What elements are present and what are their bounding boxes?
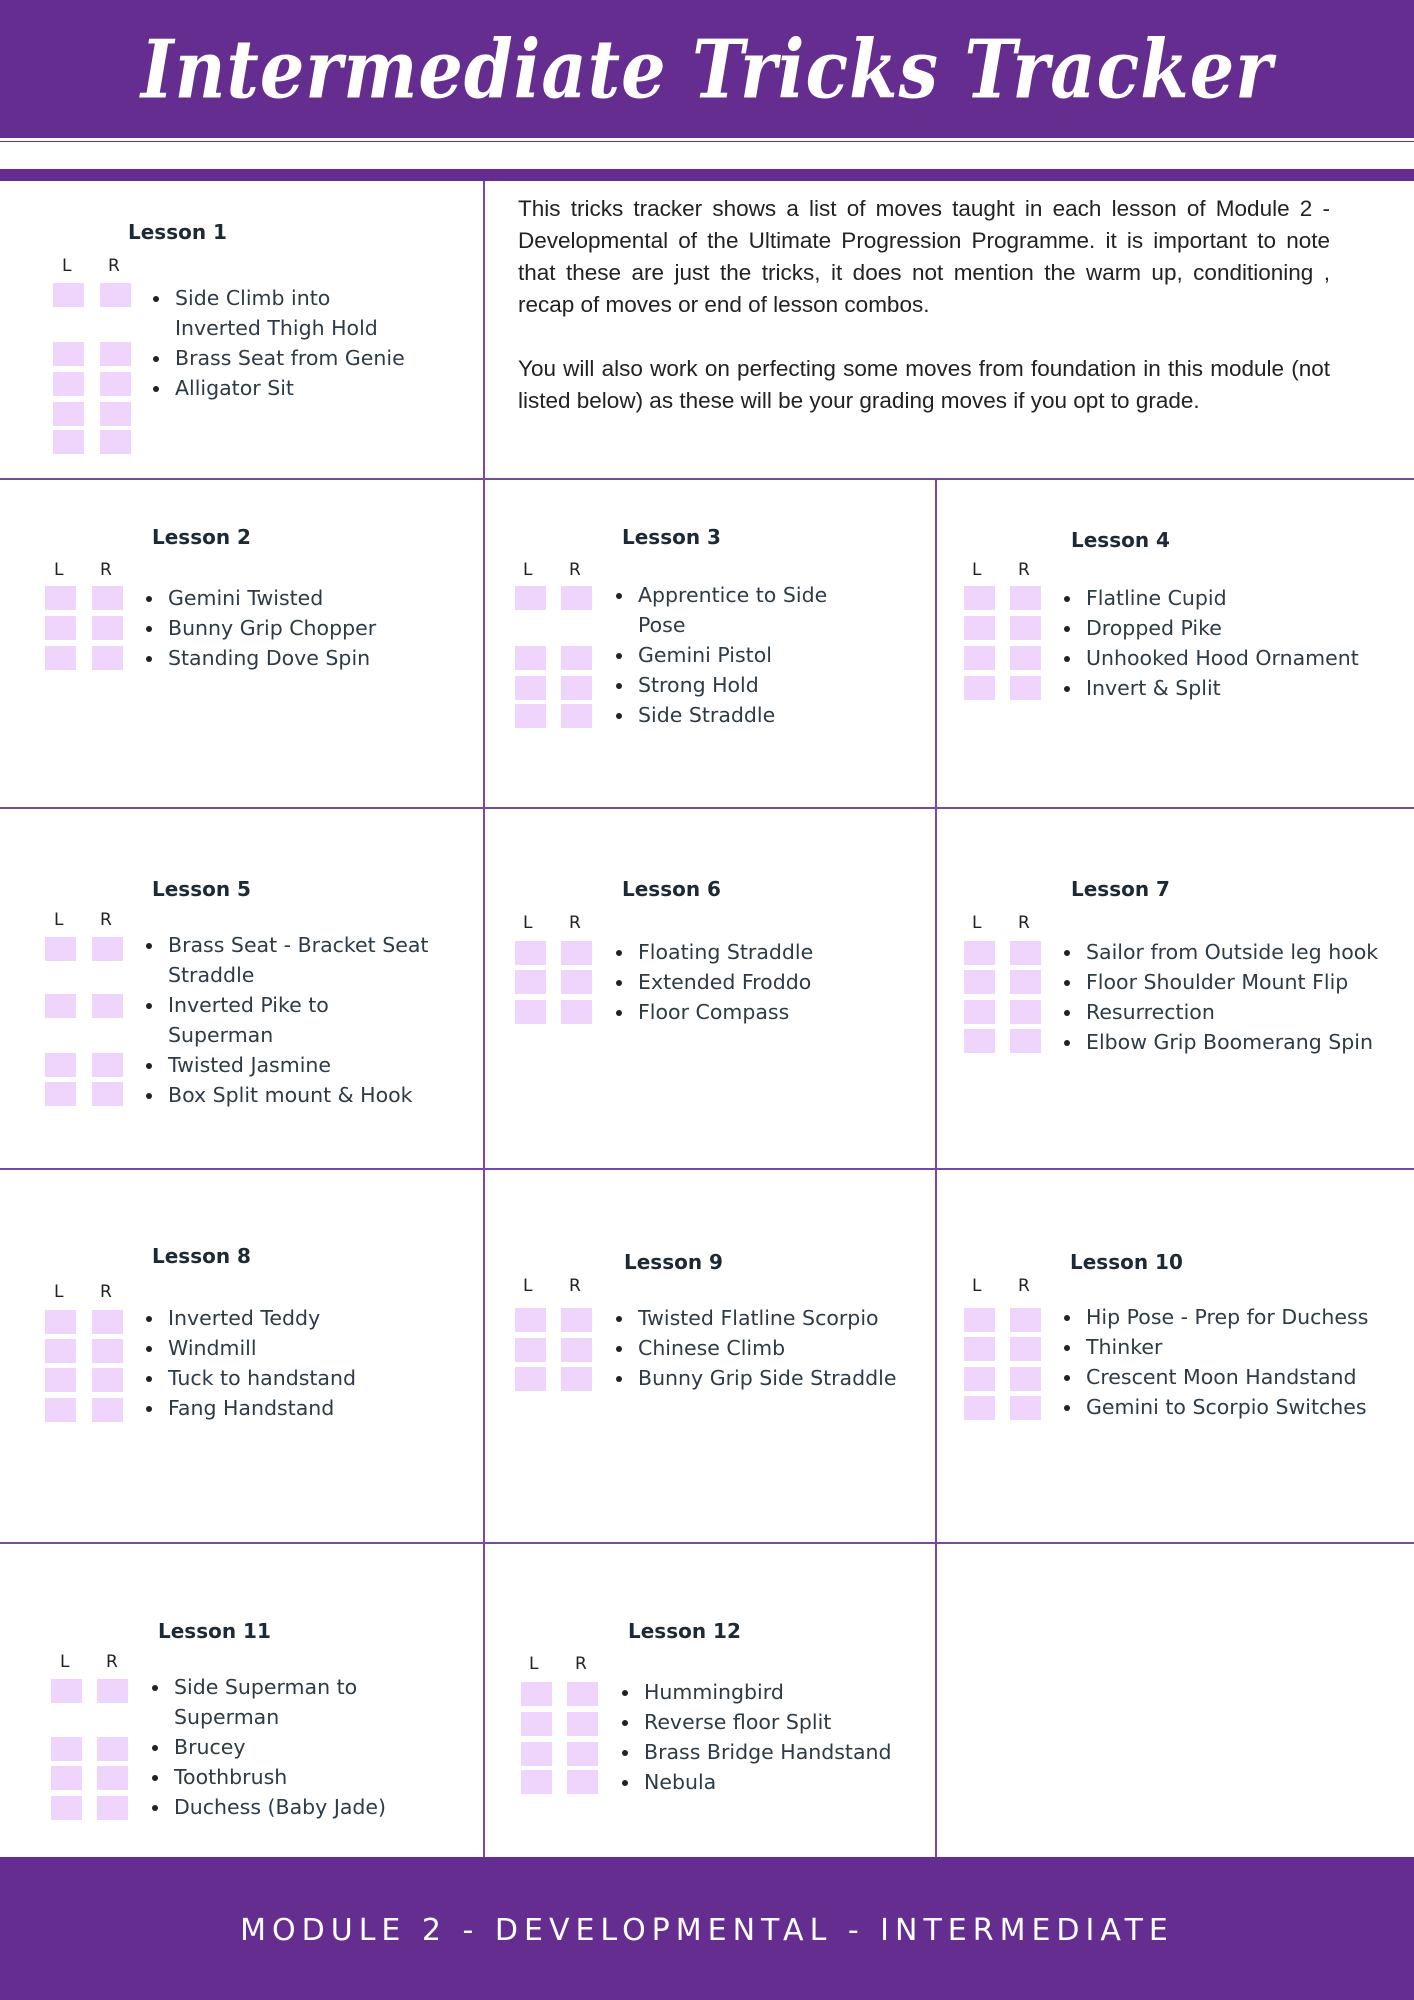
left-column-label: L [54,910,64,930]
right-checkbox[interactable] [92,1053,123,1077]
page-title: Intermediate Tricks Tracker [140,21,1274,118]
move-item: Brass Seat from Genie [147,343,417,373]
move-item: Duchess (Baby Jade) [146,1792,416,1822]
move-item: Brass Seat - Bracket Seat Straddle [140,930,440,990]
right-checkbox[interactable] [97,1796,128,1820]
left-checkbox[interactable] [45,1368,76,1392]
right-checkbox[interactable] [92,994,123,1018]
lesson-title: Lesson 9 [624,1250,723,1274]
lesson-title: Lesson 6 [622,877,721,901]
left-checkbox[interactable] [515,1308,546,1332]
move-item: Tuck to handstand [140,1363,440,1393]
right-checkbox[interactable] [561,970,592,994]
right-checkbox[interactable] [100,402,131,426]
left-checkbox[interactable] [51,1679,82,1703]
right-checkbox[interactable] [561,676,592,700]
left-checkbox[interactable] [515,704,546,728]
moves-list [610,580,830,730]
right-column-label: R [569,913,581,933]
left-checkbox[interactable] [45,1310,76,1334]
right-checkbox[interactable] [92,1310,123,1334]
lesson-title: Lesson 7 [1071,877,1170,901]
move-item: Side Climb into Inverted Thigh Hold [147,283,417,343]
left-checkbox[interactable] [964,1367,995,1391]
right-checkbox[interactable] [1010,1396,1041,1420]
intro-text [518,193,1330,417]
right-checkbox[interactable] [100,283,131,307]
right-column-label: R [1018,913,1030,933]
right-checkbox[interactable] [567,1682,598,1706]
left-column-label: L [54,1282,64,1302]
left-column-label: L [972,913,982,933]
moves-list [1058,1302,1408,1422]
move-item: Hip Pose - Prep for Duchess [1058,1302,1408,1332]
left-column-label: L [62,256,72,276]
right-checkbox[interactable] [561,646,592,670]
moves-list [146,1672,416,1822]
right-checkbox[interactable] [97,1679,128,1703]
left-column-label: L [523,1276,533,1296]
left-checkbox[interactable] [45,646,76,670]
left-checkbox[interactable] [964,616,995,640]
right-checkbox[interactable] [561,1000,592,1024]
left-checkbox[interactable] [515,941,546,965]
moves-list [140,1303,440,1423]
move-item: Bunny Grip Chopper [140,613,440,643]
left-checkbox[interactable] [964,646,995,670]
lesson-title: Lesson 2 [152,525,251,549]
left-column-label: L [54,560,64,580]
right-checkbox[interactable] [92,1082,123,1106]
left-checkbox[interactable] [964,1029,995,1053]
right-checkbox[interactable] [97,1737,128,1761]
move-item: Windmill [140,1333,440,1363]
right-column-label: R [100,1282,112,1302]
move-item: Fang Handstand [140,1393,440,1423]
left-checkbox[interactable] [45,616,76,640]
left-checkbox[interactable] [53,430,84,454]
left-checkbox[interactable] [45,994,76,1018]
right-checkbox[interactable] [100,372,131,396]
left-checkbox[interactable] [515,1338,546,1362]
moves-list [1058,583,1378,703]
right-checkbox[interactable] [1010,1308,1041,1332]
move-item: Twisted Jasmine [140,1050,440,1080]
right-checkbox[interactable] [92,586,123,610]
moves-list [616,1677,916,1797]
left-checkbox[interactable] [53,283,84,307]
right-checkbox[interactable] [92,616,123,640]
left-checkbox[interactable] [45,937,76,961]
left-checkbox[interactable] [964,586,995,610]
move-item: Brass Bridge Handstand [616,1737,916,1767]
header [0,0,1414,153]
lesson-title: Lesson 4 [1071,528,1170,552]
move-item: Bunny Grip Side Straddle [610,1363,930,1393]
right-checkbox[interactable] [561,1308,592,1332]
footer-text: MODULE 2 - DEVELOPMENTAL - INTERMEDIATE [240,1913,1174,1948]
grid-hline-4 [0,1542,1414,1544]
right-checkbox[interactable] [1010,1029,1041,1053]
right-checkbox[interactable] [1010,941,1041,965]
right-checkbox[interactable] [97,1766,128,1790]
moves-list [147,283,417,403]
right-checkbox[interactable] [1010,616,1041,640]
left-checkbox[interactable] [53,372,84,396]
left-checkbox[interactable] [515,586,546,610]
left-column-label: L [60,1652,70,1672]
lesson-title: Lesson 11 [158,1619,271,1643]
left-checkbox[interactable] [45,1082,76,1106]
right-checkbox[interactable] [1010,1367,1041,1391]
move-item: Resurrection [1058,997,1408,1027]
right-column-label: R [100,560,112,580]
grid-hline-3 [0,1168,1414,1170]
right-checkbox[interactable] [561,1338,592,1362]
move-item: Side Straddle [610,700,830,730]
left-checkbox[interactable] [521,1742,552,1766]
left-checkbox[interactable] [53,402,84,426]
move-item: Crescent Moon Handstand [1058,1362,1408,1392]
right-checkbox[interactable] [92,1398,123,1422]
right-checkbox[interactable] [100,430,131,454]
right-checkbox[interactable] [92,646,123,670]
right-checkbox[interactable] [567,1742,598,1766]
left-checkbox[interactable] [964,1337,995,1361]
right-column-label: R [108,256,120,276]
move-item: Twisted Flatline Scorpio [610,1303,930,1333]
right-checkbox[interactable] [567,1712,598,1736]
right-checkbox[interactable] [1010,1000,1041,1024]
lesson-title: Lesson 3 [622,525,721,549]
move-item: Box Split mount & Hook [140,1080,440,1110]
left-checkbox[interactable] [51,1796,82,1820]
right-checkbox[interactable] [561,1367,592,1391]
move-item: Inverted Teddy [140,1303,440,1333]
move-item: Thinker [1058,1332,1408,1362]
right-column-label: R [1018,1276,1030,1296]
move-item: Brucey [146,1732,416,1762]
move-item: Gemini Pistol [610,640,830,670]
move-item: Chinese Climb [610,1333,930,1363]
left-checkbox[interactable] [515,646,546,670]
move-item: Alligator Sit [147,373,417,403]
intro-paragraph-1: This tricks tracker shows a list of moves taught in each lesson of Module 2 - Developmental of the Ultimate Progression Programme. it is important to note that these are just the tricks, it does not mention the warm up, conditioning , recap of moves or end of lesson combos. [518,196,1330,317]
move-item: Gemini to Scorpio Switches [1058,1392,1408,1422]
left-checkbox[interactable] [964,1000,995,1024]
left-checkbox[interactable] [515,1367,546,1391]
right-checkbox[interactable] [1010,1337,1041,1361]
left-checkbox[interactable] [51,1737,82,1761]
lesson-title: Lesson 1 [128,220,227,244]
move-item: Strong Hold [610,670,830,700]
lesson-title: Lesson 12 [628,1619,741,1643]
move-item: Unhooked Hood Ornament [1058,643,1378,673]
left-checkbox[interactable] [964,970,995,994]
right-checkbox[interactable] [92,1368,123,1392]
moves-list [610,1303,930,1393]
left-column-label: L [972,560,982,580]
moves-list [1058,937,1408,1057]
right-checkbox[interactable] [92,937,123,961]
moves-list [610,937,910,1027]
left-checkbox[interactable] [45,1053,76,1077]
left-column-label: L [529,1654,539,1674]
right-checkbox[interactable] [561,941,592,965]
move-item: Dropped Pike [1058,613,1378,643]
left-checkbox[interactable] [521,1770,552,1794]
left-checkbox[interactable] [45,1339,76,1363]
right-checkbox[interactable] [92,1339,123,1363]
right-checkbox[interactable] [561,586,592,610]
footer [0,1857,1414,2000]
move-item: Apprentice to Side Pose [610,580,830,640]
right-column-label: R [1018,560,1030,580]
move-item: Floor Compass [610,997,910,1027]
lesson-title: Lesson 8 [152,1244,251,1268]
right-checkbox[interactable] [1010,586,1041,610]
move-item: Nebula [616,1767,916,1797]
right-column-label: R [575,1654,587,1674]
right-column-label: R [106,1652,118,1672]
right-column-label: R [569,1276,581,1296]
move-item: Elbow Grip Boomerang Spin [1058,1027,1408,1057]
grid-hline-1 [0,478,1414,480]
move-item: Extended Froddo [610,967,910,997]
right-column-label: R [100,910,112,930]
left-checkbox[interactable] [964,676,995,700]
right-checkbox[interactable] [1010,676,1041,700]
left-checkbox[interactable] [521,1682,552,1706]
right-checkbox[interactable] [1010,646,1041,670]
move-item: Side Superman to Superman [146,1672,416,1732]
move-item: Standing Dove Spin [140,643,440,673]
left-checkbox[interactable] [45,1398,76,1422]
right-column-label: R [569,560,581,580]
left-checkbox[interactable] [964,1396,995,1420]
moves-list [140,583,440,673]
grid-hline-2 [0,807,1414,809]
left-checkbox[interactable] [964,941,995,965]
move-item: Sailor from Outside leg hook [1058,937,1408,967]
move-item: Floating Straddle [610,937,910,967]
grid-vline-left [483,181,485,1857]
move-item: Reverse floor Split [616,1707,916,1737]
left-column-label: L [523,560,533,580]
left-checkbox[interactable] [515,1000,546,1024]
header-gap [0,142,1414,170]
right-checkbox[interactable] [561,704,592,728]
move-item: Hummingbird [616,1677,916,1707]
lesson-title: Lesson 10 [1070,1250,1183,1274]
right-checkbox[interactable] [100,342,131,366]
left-checkbox[interactable] [515,676,546,700]
left-checkbox[interactable] [45,586,76,610]
left-column-label: L [523,913,533,933]
left-checkbox[interactable] [964,1308,995,1332]
lesson-title: Lesson 5 [152,877,251,901]
right-checkbox[interactable] [1010,970,1041,994]
left-checkbox[interactable] [53,342,84,366]
left-checkbox[interactable] [51,1766,82,1790]
right-checkbox[interactable] [567,1770,598,1794]
move-item: Inverted Pike to Superman [140,990,440,1050]
move-item: Floor Shoulder Mount Flip [1058,967,1408,997]
left-checkbox[interactable] [515,970,546,994]
move-item: Gemini Twisted [140,583,440,613]
intro-paragraph-2: You will also work on perfecting some moves from foundation in this module (not listed below) as these will be your grading moves if you opt to grade. [518,356,1330,413]
moves-list [140,930,440,1110]
move-item: Toothbrush [146,1762,416,1792]
move-item: Invert & Split [1058,673,1378,703]
left-checkbox[interactable] [521,1712,552,1736]
move-item: Flatline Cupid [1058,583,1378,613]
left-column-label: L [972,1276,982,1296]
header-stripe [0,169,1414,181]
